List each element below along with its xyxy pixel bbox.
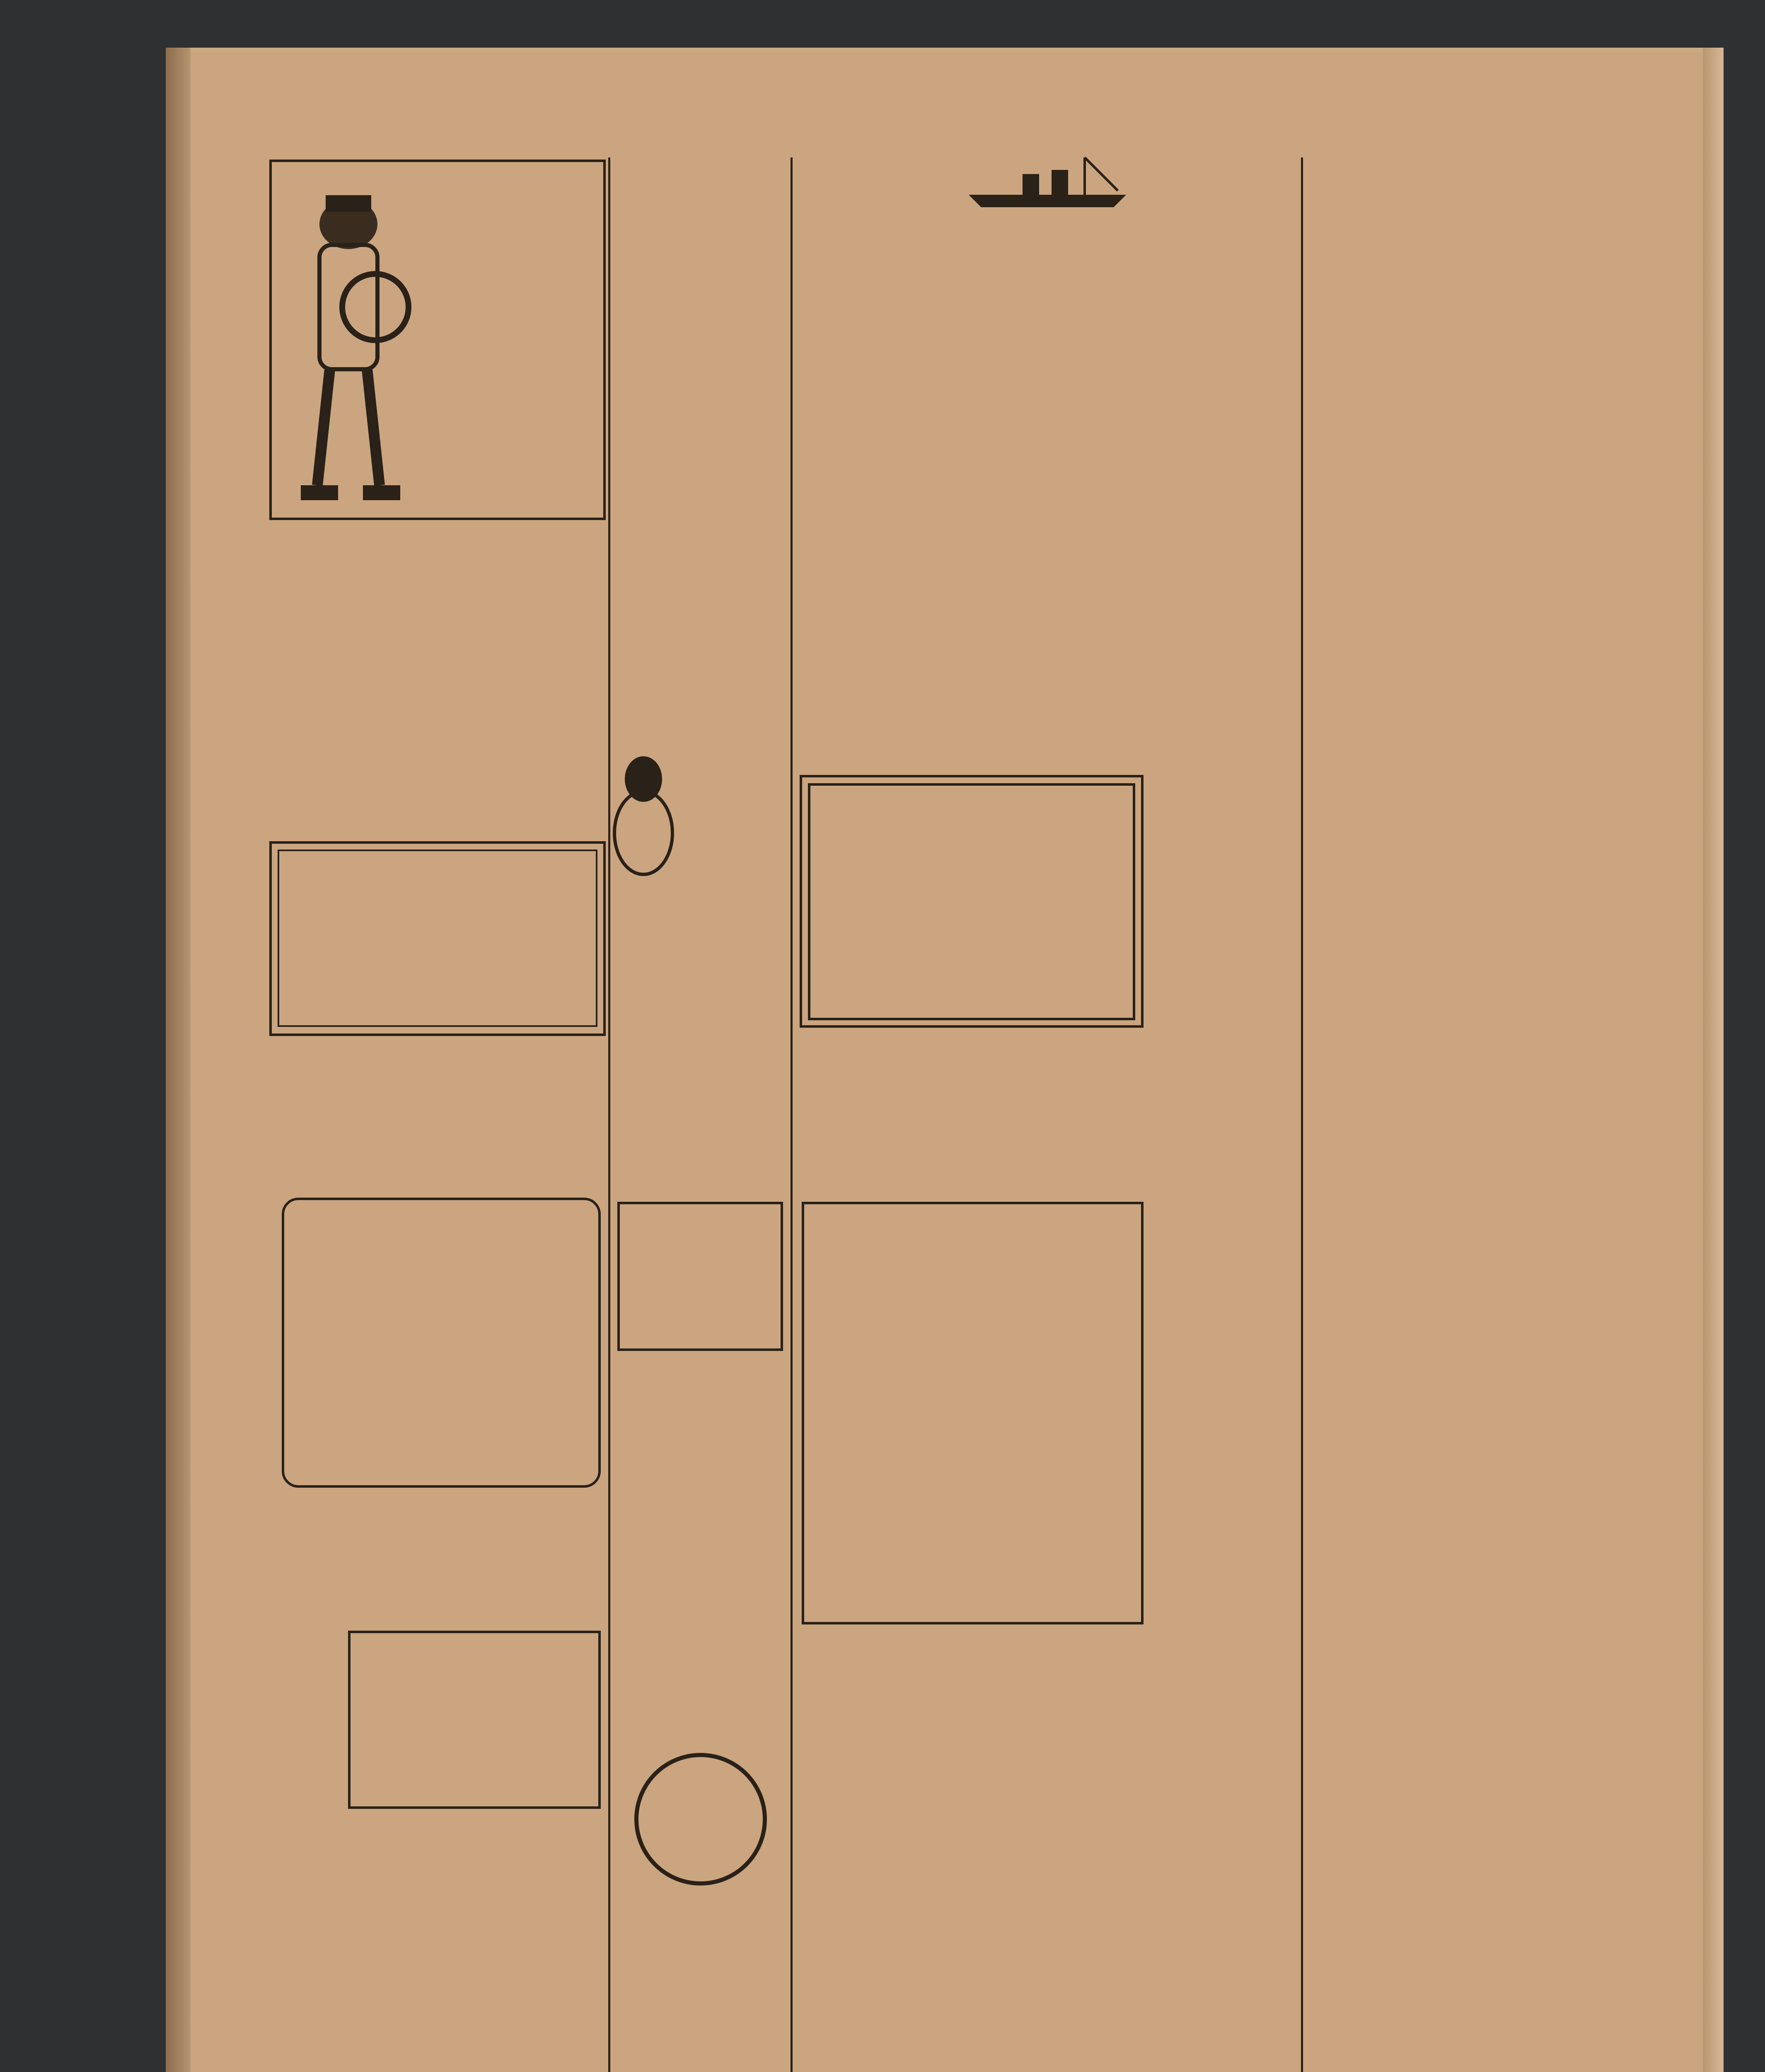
ad-haeute-felle [612, 1082, 788, 1193]
ad-rauchtabak [795, 1633, 1148, 1898]
trumpeter-illustration [280, 170, 417, 510]
ad-body [679, 775, 788, 887]
steamship-icon [960, 149, 1134, 211]
ad-reissbrett [612, 1517, 788, 1620]
ad-dampfer-fahrplan [795, 149, 1299, 767]
ad-drogerie-vertical [269, 1629, 340, 1811]
ad-arnold-bruss [612, 1620, 788, 1740]
ad-aepfel [269, 1044, 606, 1181]
column-rule [608, 157, 610, 2072]
ad-vorteilhaft [269, 841, 606, 1036]
ad-eine-qual [612, 1355, 788, 1513]
ad-zopffabrik [282, 1198, 601, 1488]
ad-telephonnummer [612, 160, 788, 317]
ad-parkhaus [800, 775, 1144, 1028]
ad-gueter-transporte [795, 1036, 1148, 1198]
ad-michael-salbe [617, 1202, 783, 1351]
ad-messer-scheren [612, 510, 788, 746]
column-rule [791, 157, 793, 2072]
ad-dachlack [269, 526, 606, 680]
book-spine [166, 48, 191, 2072]
ad-blockade [269, 684, 606, 833]
number-badge [634, 1753, 767, 1886]
ad-kopflaeuse [348, 1631, 601, 1809]
ad-achtung-peters [269, 1500, 606, 1637]
ad-geschlechtskranke [269, 1819, 606, 2072]
ad-sande-eroeffnung [802, 1202, 1144, 1624]
ad-starke-buste [612, 750, 788, 1073]
column-rule [1301, 157, 1303, 2072]
ad-zahnpulver [612, 1745, 788, 2072]
woman-illustration [612, 750, 675, 887]
ad-scheuer-pulver [612, 319, 788, 510]
ad-ausposaunt [269, 160, 606, 520]
page-edge [1703, 48, 1724, 2072]
